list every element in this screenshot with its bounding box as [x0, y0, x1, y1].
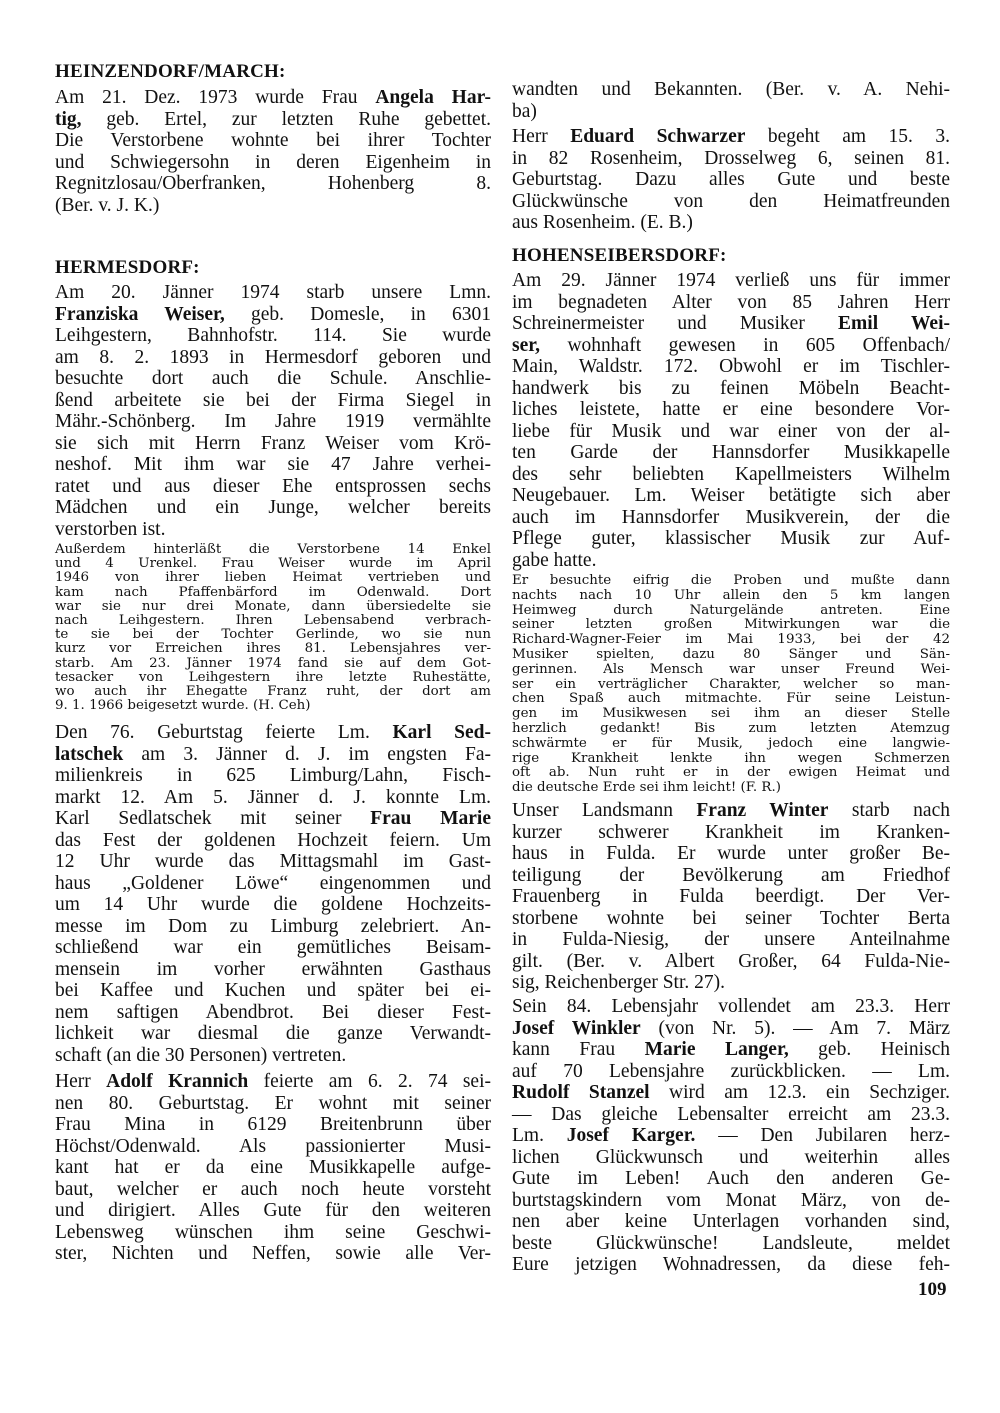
text-run: gabe hatte.	[512, 549, 597, 571]
text-line	[55, 744, 491, 766]
text-run: Geburtstag. Dazu alles Gute und beste	[512, 169, 950, 190]
page-number: 109	[918, 1279, 947, 1300]
text-line	[55, 671, 491, 685]
text-run: und Schwiegersohn in deren Eigenheim in	[55, 151, 491, 173]
text-line	[55, 1093, 491, 1115]
text-run: haus in Fulda. Er wurde unter großer Be-	[512, 843, 950, 864]
text-run: schwärmte er für Musik, jedoch eine langwie-	[512, 735, 950, 751]
section-heading-hermesdorf: HERMESDORF:	[55, 257, 200, 278]
text-run: begeht am 15. 3.	[745, 126, 950, 147]
text-run: Leihgestern, Bahnhofstr. 114. Sie wurde	[55, 325, 491, 346]
text-line	[512, 737, 950, 752]
text-run: kant hat er da eine Musikkapelle aufge-	[55, 1157, 491, 1178]
text-run: wo auch ihr Ehegatte Franz ruht, der dort am	[55, 683, 491, 699]
text-line	[512, 951, 950, 973]
text-run: Mähr.-Schönberg. Im Jahre 1919 vermählte	[55, 411, 491, 432]
text-run: (Ber. v. J. K.)	[55, 194, 160, 216]
text-line	[55, 628, 491, 642]
bold-name: Franz Winter	[696, 800, 829, 821]
text-line	[512, 270, 950, 292]
text-run: nen aber keine Unterlagen vorhanden sind,	[512, 1211, 950, 1232]
text-line	[55, 109, 491, 131]
text-line	[55, 937, 491, 959]
bold-name: Karl Sed-	[392, 722, 491, 743]
text-line	[55, 1200, 491, 1222]
text-line	[512, 378, 950, 400]
text-run: Glückwünsche von den Heimatfreunden	[512, 190, 950, 212]
text-line	[55, 787, 491, 809]
text-run: auf 70 Lebensjahre zurückblicken. — Lm.	[512, 1060, 950, 1082]
text-run: Am 20. Jänner 1974 starb unsere Lmn.	[55, 282, 491, 303]
text-line	[55, 1071, 491, 1093]
paragraph-birthdays	[512, 996, 950, 1276]
paragraph-schwarzer	[512, 126, 950, 234]
text-line	[512, 604, 950, 619]
text-run: 9. 1. 1966 beigesetzt wurde. (H. Ceh)	[55, 698, 311, 714]
text-line	[512, 822, 950, 844]
text-run: Außerdem hinterläßt die Verstorbene 14 Enkel	[55, 542, 491, 557]
text-line	[512, 1211, 950, 1233]
text-line	[55, 685, 491, 699]
text-run: Gute im Leben! Auch den anderen Ge-	[512, 1168, 950, 1189]
text-line	[512, 1018, 950, 1040]
text-run: Den 76. Geburtstag feierte Lm.	[55, 722, 393, 743]
text-run: te sie bei der Tochter Gerlinde, wo sie nun	[55, 627, 491, 643]
text-line	[512, 313, 950, 335]
text-run: auch im Hannsdorfer Musikverein, der die	[512, 506, 950, 528]
text-run: markt 12. Am 5. Jänner d. J. konnte Lm.	[55, 786, 491, 808]
text-run: wandten und Bekannten. (Ber. v. A. Nehi-	[512, 79, 950, 100]
text-line	[512, 421, 950, 443]
text-line	[512, 507, 950, 529]
text-line	[55, 152, 491, 174]
text-line	[55, 433, 491, 455]
text-line	[55, 543, 491, 557]
text-run: chen Spaß auch mitmachte. Für seine Leistun-	[512, 691, 950, 707]
text-line	[512, 678, 950, 693]
text-run: Unser Landsmann	[512, 800, 697, 821]
text-line	[55, 1045, 491, 1067]
bold-name: Angela Har-	[375, 87, 491, 108]
text-run: Pflege guter, klassischer Musik zur Auf-	[512, 528, 950, 549]
text-run: 1946 von ihrer lieben Heimat vertrieben und	[55, 570, 491, 586]
text-line	[512, 399, 950, 421]
text-line	[55, 1002, 491, 1024]
text-run: nach Leihgestern. Ihren Lebensabend verbrach-	[55, 612, 491, 628]
text-line	[55, 586, 491, 600]
text-run: des sehr beliebten Kapellmeisters Wilhelm	[512, 463, 950, 485]
text-run: Höchst/Odenwald. Als passionierter Musi-	[55, 1135, 491, 1157]
text-run: liches leistete, hatte er eine besondere Vor-	[512, 399, 950, 420]
text-run: (von Nr. 5). — Am 7. März	[640, 1017, 950, 1039]
text-line	[55, 497, 491, 519]
text-line	[55, 1179, 491, 1201]
text-line	[512, 126, 950, 148]
text-run: neshof. Mit ihm war sie 47 Jahre verhei-	[55, 454, 491, 475]
bold-name: Frau Marie	[370, 808, 491, 829]
text-run: aus Rosenheim. (E. B.)	[512, 212, 693, 233]
text-run: besuchte dort auch die Schule. Anschlie-	[55, 368, 491, 389]
text-run: geb. Domesle, in 6301	[224, 303, 492, 325]
section-heading-heinzendorf: HEINZENDORF/MARCH:	[55, 61, 286, 82]
text-line	[55, 830, 491, 852]
text-line	[512, 1125, 950, 1147]
bold-name: Emil Wei-	[838, 313, 950, 334]
text-run: wird am 12.3. ein Sechziger.	[649, 1082, 950, 1103]
text-line	[55, 614, 491, 628]
text-line	[55, 916, 491, 938]
text-line	[512, 663, 950, 678]
paragraph-continuation	[512, 79, 950, 122]
text-line	[55, 390, 491, 412]
text-run: Richard-Wagner-Feier im Mai 1933, bei der 42	[512, 632, 950, 648]
text-line	[512, 929, 950, 951]
text-line	[512, 766, 950, 781]
bold-name: Franziska Weiser,	[55, 303, 225, 325]
text-run: Sein 84. Lebensjahr vollendet am 23.3. Herr	[512, 996, 950, 1017]
text-run: ster, Nichten und Neffen, sowie alle Ver-	[55, 1243, 491, 1264]
text-line	[55, 600, 491, 614]
text-line	[55, 959, 491, 981]
text-run: ten Garde der Hannsdorfer Musikkapelle	[512, 442, 950, 463]
text-line	[55, 657, 491, 671]
text-line	[512, 1190, 950, 1212]
text-run: beste Glückwünsche! Landsleute, meldet	[512, 1232, 950, 1254]
text-run: nachts nach 10 Uhr allein den 5 km langen	[512, 587, 950, 603]
text-line	[55, 304, 491, 326]
text-line	[55, 765, 491, 787]
text-line	[512, 618, 950, 633]
text-line	[512, 442, 950, 464]
text-run: in 82 Rosenheim, Drosselweg 6, seinen 81.	[512, 147, 950, 169]
text-line	[512, 781, 950, 796]
text-line	[512, 1082, 950, 1104]
text-line	[55, 411, 491, 433]
paragraph-emil-weiser	[512, 270, 950, 571]
text-line	[512, 485, 950, 507]
text-line	[55, 894, 491, 916]
text-run: Musiker spielten, dazu 80 Sänger und Sän-	[512, 646, 950, 662]
text-line	[55, 851, 491, 873]
text-run: um 14 Uhr wurde die goldene Hochzeits-	[55, 894, 491, 915]
text-run: starb nach	[828, 800, 950, 821]
text-run: liebe für Musik und war einer von der al-	[512, 420, 950, 442]
text-run: handwerk bis zu feinen Möbeln Beacht-	[512, 377, 950, 399]
text-line	[512, 1233, 950, 1255]
text-line	[55, 571, 491, 585]
text-run: ßend arbeitete sie bei der Firma Siegel in	[55, 389, 491, 411]
text-run: schaft (an die 30 Personen) vertreten.	[55, 1044, 347, 1066]
text-line	[55, 454, 491, 476]
text-line	[55, 642, 491, 656]
text-run: tesacker von Leihgestern ihre letzte Ruhestätte,	[55, 669, 491, 685]
text-run: am 3. Jänner d. J. im engsten Fa-	[123, 743, 491, 765]
text-line	[55, 873, 491, 895]
text-run: ratet und aus dieser Ehe entsprossen sechs	[55, 475, 491, 497]
text-line	[512, 528, 950, 550]
text-run: Herr	[55, 1071, 107, 1092]
text-line	[512, 633, 950, 648]
text-line	[55, 1222, 491, 1244]
text-run: und dirigiert. Alles Gute für den weiteren	[55, 1200, 491, 1221]
text-run: Heimweg durch Naturgelände antreten. Eine	[512, 602, 950, 618]
text-line	[512, 1147, 950, 1169]
text-line	[512, 972, 950, 994]
text-run: seiner letzten großen Mitwirkungen war die	[512, 617, 950, 633]
text-line	[512, 1168, 950, 1190]
text-run: das Fest der goldenen Hochzeit feiern. Um	[55, 829, 491, 851]
text-line	[512, 722, 950, 737]
text-line	[55, 173, 491, 195]
bold-name: Adolf Krannich	[106, 1071, 249, 1092]
text-line	[55, 519, 491, 541]
bold-name: Josef Winkler	[512, 1017, 641, 1039]
bold-name: Rudolf Stanzel	[512, 1082, 650, 1103]
text-line	[512, 148, 950, 170]
text-line	[55, 130, 491, 152]
text-line	[55, 476, 491, 498]
text-run: kann Frau	[512, 1039, 645, 1060]
text-line	[512, 1254, 950, 1276]
text-run: Am 29. Jänner 1974 verließ uns für immer	[512, 270, 950, 291]
text-run: geb. Heinisch	[788, 1039, 950, 1060]
text-run: im begnadeten Alter von 85 Jahren Herr	[512, 291, 950, 313]
text-run: burtstagskindern vom Monat März, von de-	[512, 1189, 950, 1211]
text-run: kurz vor Erreichen ihres 81. Lebensjahres ver-	[55, 641, 491, 657]
text-line	[512, 996, 950, 1018]
text-run: Lm.	[512, 1125, 567, 1146]
section-heading-hohenseibersdorf: HOHENSEIBERSDORF:	[512, 245, 727, 266]
paragraph-sedlatschek	[55, 722, 491, 1066]
text-run: storbene wohnte bei seiner Tochter Berta	[512, 907, 950, 929]
text-run: Schreinermeister und Musiker	[512, 313, 839, 334]
text-run: schließend war ein gemütliches Beisam-	[55, 937, 491, 958]
text-run: starb. Am 23. Jänner 1974 fand sie auf dem Got-	[55, 655, 491, 671]
text-line	[512, 292, 950, 314]
text-line	[55, 1157, 491, 1179]
text-line	[55, 1136, 491, 1158]
text-line	[512, 574, 950, 589]
text-line	[512, 79, 950, 101]
paragraph-emil-weiser-small	[512, 574, 950, 796]
text-run: Neugebauer. Lm. Weiser betätigte sich aber	[512, 485, 950, 506]
text-run: Frauenberg in Fulda beerdigt. Der Ver-	[512, 886, 950, 907]
text-run: war sie nur drei Monate, dann übersiedelte sie	[55, 598, 491, 614]
text-line	[55, 699, 491, 713]
bold-name: ser,	[512, 334, 540, 356]
text-line	[55, 325, 491, 347]
text-run: baut, welcher er auch noch heute vorsteht	[55, 1178, 491, 1200]
text-line	[55, 722, 491, 744]
text-run: Herr	[512, 126, 571, 147]
text-run: ser ein verträglicher Charakter, welcher so man-	[512, 676, 950, 692]
text-run: Eure jetzigen Wohnadressen, da diese feh-	[512, 1254, 950, 1275]
text-line	[55, 1243, 491, 1265]
text-line	[512, 1104, 950, 1126]
bold-name: Marie Langer,	[644, 1039, 789, 1060]
text-run: teiligung der Bevölkerung am Friedhof	[512, 864, 950, 886]
text-run: feierte am 6. 2. 74 sei-	[248, 1071, 491, 1092]
text-run: geb. Ertel, zur letzten Ruhe gebettet.	[81, 108, 491, 130]
text-line	[55, 1023, 491, 1045]
text-run: Frau Mina in 6129 Breitenbrunn über	[55, 1114, 491, 1135]
text-line	[512, 800, 950, 822]
text-run: — Das gleiche Lebensalter erreicht am 23.3.	[512, 1103, 950, 1125]
text-line	[55, 347, 491, 369]
text-line	[55, 195, 491, 217]
paragraph-krannich	[55, 1071, 491, 1265]
text-run: ba)	[512, 100, 537, 122]
text-run: gilt. (Ber. v. Albert Großer, 64 Fulda-Nie-	[512, 950, 950, 972]
text-line	[55, 87, 491, 109]
text-line	[512, 589, 950, 604]
text-line	[512, 707, 950, 722]
text-run: verstorben ist.	[55, 518, 166, 540]
text-line	[512, 191, 950, 213]
text-line	[512, 908, 950, 930]
text-line	[55, 1114, 491, 1136]
text-run: und 4 Urenkel. Frau Weiser wurde im April	[55, 556, 491, 572]
text-run: kam nach Pfaffenbärford im Odenwald. Dort	[55, 584, 491, 600]
text-line	[512, 1061, 950, 1083]
text-run: lichkeit war diesmal die ganze Verwandt-	[55, 1023, 491, 1044]
bold-name: Eduard Schwarzer	[570, 126, 746, 147]
text-run: Main, Waldstr. 172. Obwohl er im Tischler-	[512, 356, 950, 377]
text-run: kurzer schwerer Krankheit im Kranken-	[512, 821, 950, 843]
text-line	[55, 980, 491, 1002]
text-run: mensein im vorher erwähnten Gasthaus	[55, 958, 491, 980]
text-line	[55, 808, 491, 830]
text-line	[55, 282, 491, 304]
text-line	[512, 212, 950, 234]
text-run: Er besuchte eifrig die Proben und mußte dann	[512, 573, 950, 588]
text-line	[512, 648, 950, 663]
bold-name: latschek	[55, 743, 124, 765]
text-run: wohnhaft gewesen in 605 Offenbach/	[539, 334, 950, 356]
text-line	[512, 550, 950, 572]
text-run: sie sich mit Herrn Franz Weiser vom Krö-	[55, 432, 491, 454]
paragraph-hartig	[55, 87, 491, 216]
text-line	[512, 752, 950, 767]
text-run: die deutsche Erde sei ihm leicht! (F. R.)	[512, 780, 781, 796]
text-line	[512, 843, 950, 865]
text-line	[512, 692, 950, 707]
text-run: Am 21. Dez. 1973 wurde Frau	[55, 87, 376, 108]
text-run: haus „Goldener Löwe“ eingenommen und	[55, 872, 491, 894]
paragraph-weiser-small	[55, 543, 491, 713]
paragraph-winter	[512, 800, 950, 994]
text-run: nen 80. Geburtstag. Er wohnt mit seiner	[55, 1092, 491, 1114]
text-run: nem saftigen Abendbrot. Bei dieser Fest-	[55, 1001, 491, 1023]
text-line	[512, 335, 950, 357]
text-run: gen im Musikwesen sei ihm an dieser Stelle	[512, 706, 950, 722]
text-run: rige Krankheit lenkte ihn wegen Schmerzen	[512, 750, 950, 766]
text-run: Lebensweg wünschen ihm seine Geschwi-	[55, 1221, 491, 1243]
text-run: messe im Dom zu Limburg zelebriert. An-	[55, 915, 491, 937]
text-run: milienkreis in 625 Limburg/Lahn, Fisch-	[55, 765, 491, 786]
bold-name: tig,	[55, 108, 82, 130]
text-line	[512, 865, 950, 887]
text-line	[512, 886, 950, 908]
bold-name: Josef Karger.	[566, 1125, 696, 1146]
text-run: Mädchen und ein Junge, welcher bereits	[55, 497, 491, 518]
text-run: Regnitzlosau/Oberfranken, Hohenberg 8.	[55, 173, 491, 194]
text-run: 12 Uhr wurde das Mittagsmahl im Gast-	[55, 851, 491, 872]
text-line	[512, 169, 950, 191]
text-line	[512, 356, 950, 378]
text-run: in Fulda-Niesig, der unsere Anteilnahme	[512, 929, 950, 950]
text-run: herzlich gedankt! Bis zum letzten Atemzug	[512, 720, 950, 736]
text-run: lichen Glückwunsch und weiterhin alles	[512, 1146, 950, 1168]
text-run: — Den Jubilaren herz-	[695, 1125, 950, 1146]
text-line	[512, 464, 950, 486]
paragraph-weiser	[55, 282, 491, 540]
text-run: am 8. 2. 1893 in Hermesdorf geboren und	[55, 346, 491, 368]
text-run: Karl Sedlatschek mit seiner	[55, 808, 371, 829]
text-line	[512, 1039, 950, 1061]
text-run: sig, Reichenberger Str. 27).	[512, 972, 726, 993]
text-run: gerinnen. Als Mensch war unser Freund Wei-	[512, 661, 950, 677]
text-line	[55, 557, 491, 571]
text-run: bei Kaffee und Kuchen und später bei ei-	[55, 980, 491, 1001]
text-run: Die Verstorbene wohnte bei ihrer Tochter	[55, 130, 491, 151]
text-line	[55, 368, 491, 390]
text-run: oft ab. Nun ruht er in der ewigen Heimat und	[512, 765, 950, 781]
text-line	[512, 101, 950, 123]
